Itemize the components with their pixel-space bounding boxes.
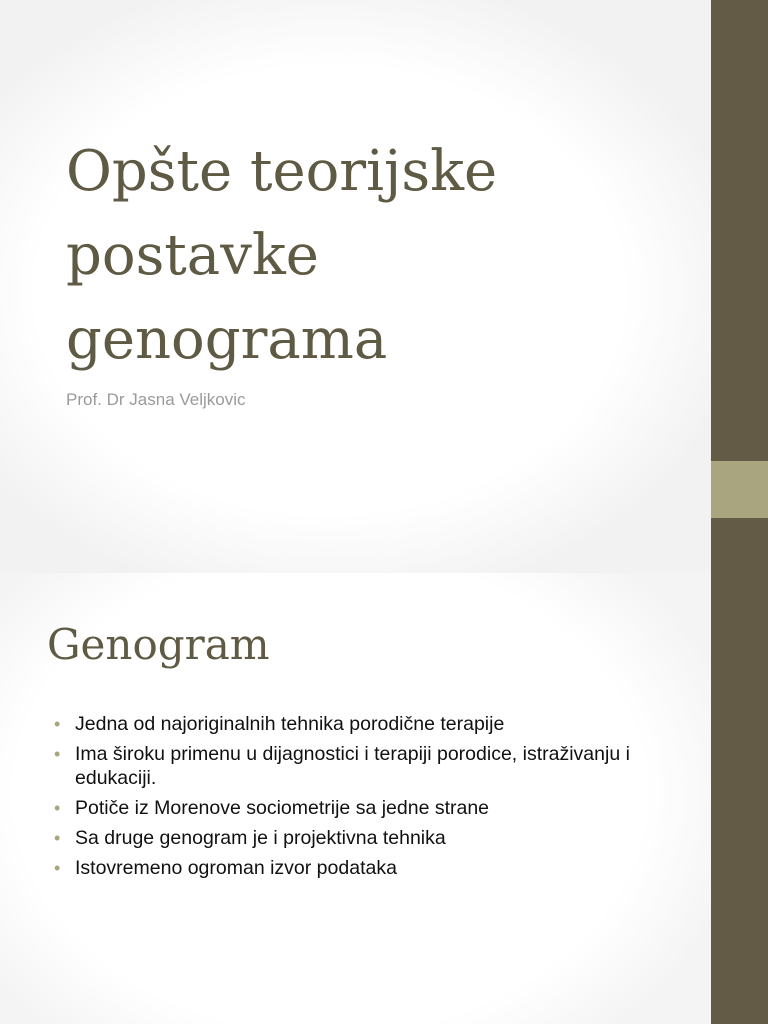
bullet-dot-icon: • bbox=[54, 828, 61, 848]
slide-heading: Genogram bbox=[47, 620, 270, 669]
bullet-item bbox=[54, 826, 654, 850]
bullet-text: Ima široku primenu u dijagnostici i terapiji porodice, istraživanju i edukaciji. bbox=[75, 743, 630, 789]
slide-subtitle-author: Prof. Dr Jasna Veljkovic bbox=[66, 390, 246, 409]
bullet-text: Jedna od najoriginalnih tehnika porodične terapije bbox=[75, 713, 505, 735]
decorative-sidebar-accent bbox=[711, 461, 768, 518]
bullet-item bbox=[54, 742, 654, 790]
bullet-item bbox=[54, 712, 654, 736]
bullet-dot-icon: • bbox=[54, 858, 61, 878]
bullet-item bbox=[54, 796, 654, 820]
bullet-dot-icon: • bbox=[54, 744, 61, 764]
bullet-text: Potiče iz Morenove sociometrije sa jedne strane bbox=[75, 797, 490, 819]
bullet-dot-icon: • bbox=[54, 798, 61, 818]
bullet-text: Sa druge genogram je i projektivna tehnika bbox=[75, 827, 446, 849]
bullet-item bbox=[54, 856, 654, 880]
bullet-text: Istovremeno ogroman izvor podataka bbox=[75, 857, 397, 879]
slide-title: Opšte teorijske postavke genograma bbox=[66, 139, 498, 372]
bullet-dot-icon: • bbox=[54, 714, 61, 734]
bullet-list bbox=[54, 712, 654, 886]
content-slide bbox=[0, 573, 768, 1024]
